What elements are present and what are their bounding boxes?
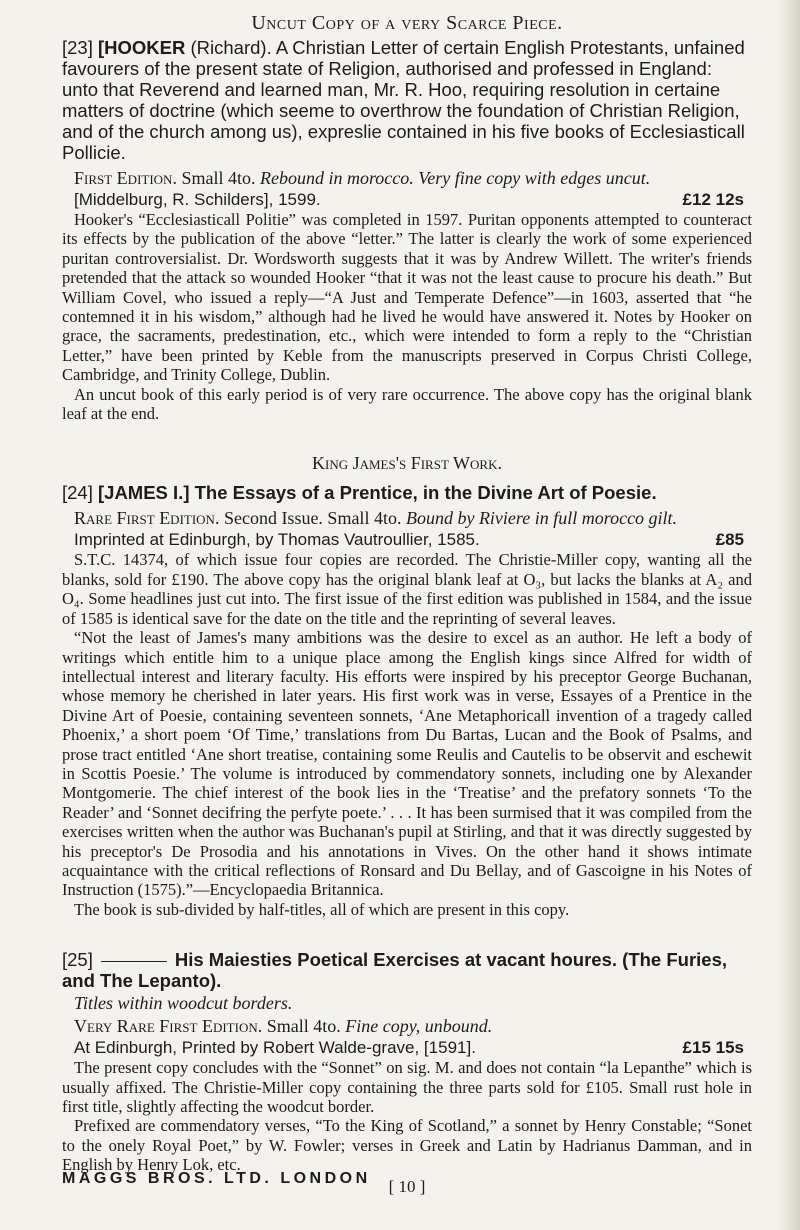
entry-number: [24] (62, 482, 93, 504)
entry-paragraph: Prefixed are commendatory verses, “To the King of Scotland,” a sonnet by Henry Constable; “Sonet to the onely Royal Poet,” by W. Fowler; verses in Greek and Latin by Hadrianus Damman, and in English by Henry Lok, etc. (62, 1116, 752, 1175)
page-edge-shadow (778, 0, 800, 1230)
publisher-footer: MAGGS BROS. LTD. LONDON (62, 1170, 371, 1187)
ditto-rule (101, 961, 167, 962)
edition-line (62, 168, 752, 189)
subtitle-line (62, 993, 752, 1014)
entry-paragraph: The present copy concludes with the “Sonnet” on sig. M. and does not contain “la Lepanthe” which is usually affixed. The Christie-Miller copy containing the three parts sold for £105. Small rust hole in first title, slightly affecting the woodcut border. (62, 1058, 752, 1116)
imprint-line (62, 529, 752, 550)
entry-title-text: (Richard). A Christian Letter of certain English Protestants, unfained favourers of the present state of Religion, authorised and professed in England: unto that Reverend and learned man, Mr. R. Hoo, requiring resolution in certaine matters of doctrine (which seeme to overthrow the foundation of Christian Religion, and of the church among us), expreslie contained in his five books of Ecclesiasticall Pollicie. (62, 37, 745, 163)
imprint-line (62, 1037, 752, 1058)
edition-label: First Edition. (74, 168, 177, 188)
entry-paragraph: An uncut book of this early period is of very rare occurrence. The above copy has the original blank leaf at the end. (62, 384, 752, 424)
price: £12 12s (682, 190, 744, 209)
edition-line (62, 508, 752, 529)
entry-paragraph: The book is sub-divided by half-titles, all of which are present in this copy. (74, 899, 570, 919)
edition-description: Bound by Riviere in full morocco gilt. (405, 508, 678, 529)
catalogue-entry-25 (62, 949, 752, 1174)
edition-description: Fine copy, unbound. (345, 1016, 493, 1037)
entry-paragraph: “Not the least of James's many ambitions was the desire to excel as an author. He left a body of writings which entitle him to a unique place among the English kings since Alfred for width of intellectual interest and literary faculty. His efforts were inspired by his preceptor George Buchanan, whose memory he cherished in later years. His first work was in verse, Essayes of a Prentice in the Divine Art of Poesie, containing seventeen sonnets, ‘Ane Metaphoricall invention of a tragedy called Phoenix,’ a short poem ‘Of Time,’ translations from Du Bartas, Lucan and the Book of Psalms, and prose tract entitled ‘Ane short treatise, containing some Reulis and Cautelis to be observit and eschewit in Scottis Poesie.’ The volume is introduced by commendatory sonnets, including one by Alexander Montgomerie. The chief interest of the book lies in the ‘Treatise’ and the prefatory sonnets ‘To the Reader’ and ‘Sonnet decifring the perfyte poete.’ . . . It has been surmised that it was compiled from the exercises written when the author was Buchanan's pupil at Stirling, and that it was directly suggested by his preceptor's De Prosodia and his annotations in Vives. On the other hand it shows intimate acquaintance with the critical reflections of Ronsard and Du Bellay, and of Gascoigne in his Notes of Instruction (1575).”—Encyclopaedia Britannica. (62, 628, 752, 900)
imprint-line (62, 189, 752, 210)
edition-label: Very Rare First Edition. (74, 1016, 263, 1037)
edition-format: Second Issue. Small 4to. (219, 508, 406, 529)
catalogue-entry-24 (62, 482, 752, 919)
page-number: [ 10 ] (388, 1176, 426, 1196)
price: £15 15s (682, 1038, 744, 1058)
price: £85 (715, 530, 744, 550)
entry-title (62, 482, 752, 503)
entry-title (62, 37, 752, 163)
edition-format: Small 4to. (262, 1016, 346, 1037)
catalogue-page (62, 12, 752, 1197)
section-heading-uncut-copy: Uncut Copy of a very Scarce Piece. (251, 12, 563, 34)
entry-author: [JAMES I.] (98, 482, 190, 504)
entry-paragraph: Hooker's “Ecclesiasticall Politie” was completed in 1597. Puritan opponents attempted to counteract its effects by the publication of the above “letter.” The latter is clearly the work of some experienced puritan controversialist. Dr. Wordsworth suggests that it was by Andrew Willett. The writer's friends pretended that the attack so wounded Hooker “that it was not the least cause to procure his death.” But William Covel, who issued a reply—“A Just and Temperate Defence”—in 1603, asserted that “he contemned it in his wisdom,” although had he lived he would have answered it. Notes by Hooker on grace, the sacraments, predestination, etc., which were intended to form a reply to the “Christian Letter,” have been printed by Keble from the manuscripts preserved in Corpus Christi College, Cambridge, and Trinity College, Dublin. (62, 210, 752, 385)
edition-label: Rare First Edition. (74, 508, 220, 529)
section-heading-king-james: King James's First Work. (312, 453, 502, 474)
entry-number: [25] (62, 949, 93, 971)
imprint-text: Imprinted at Edinburgh, by Thomas Vautroullier, 1585. (74, 530, 480, 550)
entry-author: [HOOKER (98, 37, 186, 58)
imprint-text: [Middelburg, R. Schilders], 1599. (74, 190, 321, 209)
entry-title-text: His Maiesties Poetical Exercises at vacant houres. (The Furies, and The Lepanto). (62, 949, 728, 992)
entry-title (62, 949, 752, 991)
edition-format: Small 4to. (176, 168, 260, 188)
entry-paragraph: S.T.C. 14374, of which issue four copies are recorded. The Christie-Miller copy, wanting all the blanks, sold for £190. The above copy has the original blank leaf at O₃, but lacks the blanks at A₂ and O₄. Some headlines just cut into. The first issue of the first edition was published in 1584, and the issue of 1585 is identical save for the date on the title and the reprinting of several leaves. (62, 550, 752, 628)
entry-number: [23] (62, 37, 93, 58)
edition-description: Rebound in morocco. Very fine copy with edges uncut. (259, 168, 651, 188)
entry-title-text: The Essays of a Prentice, in the Divine Art of Poesie. (189, 482, 657, 504)
imprint-text: At Edinburgh, Printed by Robert Walde-grave, [1591]. (74, 1038, 476, 1058)
catalogue-entry-23 (62, 37, 752, 423)
entry-subtitle: Titles within woodcut borders. (74, 993, 293, 1014)
edition-line (62, 1016, 752, 1037)
